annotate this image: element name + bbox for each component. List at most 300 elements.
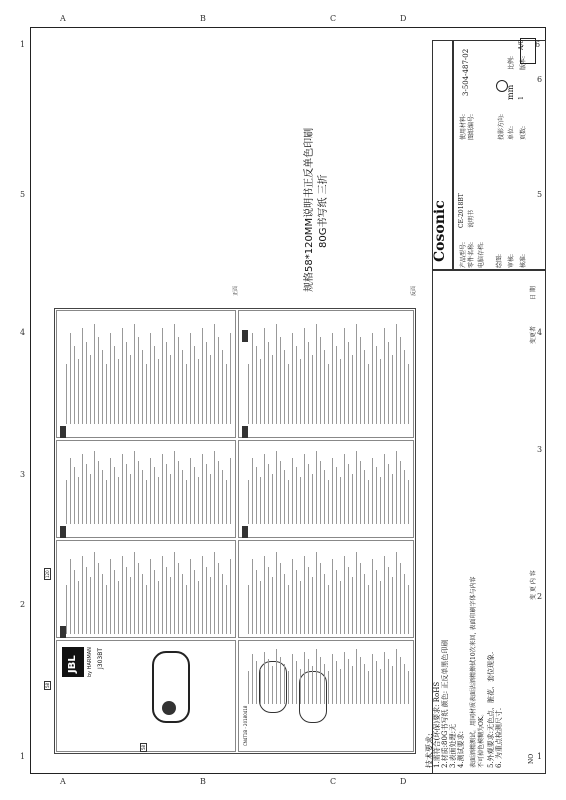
text-line <box>316 324 317 424</box>
text-line <box>332 333 333 424</box>
text-line <box>90 577 91 634</box>
text-line <box>222 470 223 524</box>
unit-label: 单位: <box>508 125 515 140</box>
text-line <box>230 559 231 634</box>
rev-person-header: 变更者 <box>530 325 537 344</box>
text-line <box>360 461 361 524</box>
zone-number-2-right: 2 <box>537 592 543 601</box>
text-line <box>150 458 151 524</box>
text-line <box>292 654 293 704</box>
text-line <box>94 552 95 634</box>
text-line <box>210 474 211 524</box>
section-header-bar <box>60 526 66 538</box>
zone-number-3-right: 3 <box>537 445 543 454</box>
text-line <box>388 659 389 704</box>
text-line <box>78 581 79 634</box>
text-line <box>86 342 87 425</box>
text-line <box>248 585 249 635</box>
text-line <box>252 458 253 524</box>
text-line <box>98 461 99 524</box>
model-name: J303BT <box>97 647 104 669</box>
drawing-no: 3-504-487-02 <box>462 48 470 96</box>
zone-number-6: 6 <box>535 40 541 49</box>
text-line <box>324 350 325 424</box>
text-line <box>130 474 131 524</box>
text-line <box>400 563 401 634</box>
text-line <box>364 350 365 424</box>
text-line <box>206 567 207 635</box>
text-line <box>82 454 83 524</box>
text-line <box>388 464 389 524</box>
text-line <box>178 337 179 424</box>
text-line <box>218 563 219 634</box>
text-line <box>90 355 91 424</box>
text-line <box>352 666 353 704</box>
requirement-4a: 表面酒精测试。用同材质表面沾酒精擦拭10次来回, 表面印刷字体与内容 <box>470 576 477 768</box>
text-line <box>344 652 345 704</box>
text-line <box>392 666 393 704</box>
text-line <box>384 454 385 524</box>
section-header-bar <box>60 426 66 438</box>
spec-line-2: 80G书写纸 三折 <box>318 174 329 248</box>
dimension-tag: 58 <box>45 682 50 688</box>
text-line <box>340 669 341 704</box>
title-block-row <box>452 40 454 270</box>
text-line <box>78 477 79 524</box>
text-line <box>340 581 341 634</box>
text-line <box>284 574 285 634</box>
text-line <box>320 563 321 634</box>
text-line <box>292 559 293 634</box>
zone-letter-c: C <box>330 14 337 23</box>
text-line <box>118 477 119 524</box>
text-line <box>404 470 405 524</box>
text-line <box>70 559 71 634</box>
cover-code: CN4T1B - 20180418 <box>243 705 248 746</box>
text-line <box>372 559 373 634</box>
requirement-4b: 不可掉色模糊为OK。 <box>478 710 485 768</box>
drawing-no-label: 图纸编号: <box>468 113 475 140</box>
text-line <box>154 467 155 524</box>
text-line <box>340 477 341 524</box>
section-header-bar <box>242 330 248 342</box>
text-line <box>74 467 75 524</box>
text-line <box>380 477 381 524</box>
text-line <box>304 652 305 704</box>
text-line <box>162 556 163 634</box>
text-line <box>178 461 179 524</box>
text-line <box>218 337 219 424</box>
text-line <box>130 355 131 424</box>
text-line <box>210 577 211 634</box>
text-line <box>328 480 329 524</box>
text-line <box>268 342 269 425</box>
text-line <box>166 342 167 425</box>
text-line <box>142 350 143 424</box>
text-line <box>102 470 103 524</box>
text-line <box>214 451 215 524</box>
text-line <box>162 328 163 424</box>
text-line <box>256 346 257 424</box>
text-line <box>268 567 269 635</box>
material-label: 使用材料: <box>460 113 467 140</box>
text-line <box>308 464 309 524</box>
text-line <box>336 570 337 634</box>
text-line <box>304 454 305 524</box>
text-line <box>288 671 289 704</box>
text-line <box>376 467 377 524</box>
text-line <box>248 671 249 704</box>
text-line <box>214 324 215 424</box>
text-line <box>292 458 293 524</box>
text-line <box>348 659 349 704</box>
text-line <box>264 556 265 634</box>
requirement-3: 3.表面处理:无 <box>449 723 457 768</box>
pages: 1 <box>518 96 525 100</box>
text-line <box>252 559 253 634</box>
text-line <box>356 649 357 704</box>
text-line <box>356 451 357 524</box>
text-line <box>316 552 317 634</box>
text-line <box>304 556 305 634</box>
text-line <box>260 477 261 524</box>
zone-letter-b: B <box>200 14 206 23</box>
text-line <box>372 654 373 704</box>
text-line <box>296 661 297 704</box>
tolerance-symbol-icon <box>520 38 536 64</box>
zone-number-2: 2 <box>20 600 26 609</box>
text-line <box>276 324 277 424</box>
text-line <box>332 654 333 704</box>
text-line <box>332 559 333 634</box>
text-line <box>332 458 333 524</box>
text-line <box>368 480 369 524</box>
text-line <box>102 350 103 424</box>
zone-number-4: 4 <box>20 328 26 337</box>
harman-text: by HARMAN <box>87 647 93 677</box>
dimension-tag: 58 <box>141 744 146 750</box>
text-line <box>174 552 175 634</box>
text-line <box>408 364 409 425</box>
text-line <box>380 581 381 634</box>
text-line <box>66 480 67 524</box>
text-line <box>384 556 385 634</box>
text-line <box>408 480 409 524</box>
dimension-tag: 120 <box>45 570 50 578</box>
text-line <box>300 669 301 704</box>
text-line <box>300 477 301 524</box>
text-line <box>222 574 223 634</box>
requirement-4: 4.测试要求: <box>457 730 465 768</box>
text-line <box>328 671 329 704</box>
text-line <box>150 333 151 424</box>
text-line <box>324 664 325 704</box>
text-line <box>154 570 155 634</box>
approve-label: 核准: <box>520 253 527 268</box>
zone-number-6-right: 6 <box>537 75 543 84</box>
text-line <box>202 454 203 524</box>
text-line <box>380 669 381 704</box>
text-line <box>248 364 249 425</box>
text-line <box>138 461 139 524</box>
text-line <box>272 577 273 634</box>
text-line <box>360 337 361 424</box>
text-line <box>408 585 409 635</box>
text-line <box>86 464 87 524</box>
version-label: 版本: <box>520 55 527 70</box>
text-line <box>376 346 377 424</box>
zone-number-4-right: 4 <box>537 328 543 337</box>
text-line <box>276 451 277 524</box>
text-line <box>360 563 361 634</box>
text-line <box>404 574 405 634</box>
text-line <box>252 333 253 424</box>
zone-letter-d-bottom: D <box>400 777 407 786</box>
text-line <box>110 333 111 424</box>
revision-table <box>432 270 546 774</box>
requirement-6: 6. 为重点检测尺寸. <box>495 707 503 768</box>
text-line <box>324 470 325 524</box>
text-line <box>284 664 285 704</box>
text-line <box>114 467 115 524</box>
title-block <box>432 40 546 270</box>
text-line <box>178 563 179 634</box>
text-line <box>344 328 345 424</box>
part-no: CE-2018BT <box>458 193 465 228</box>
text-line <box>328 585 329 635</box>
text-line <box>272 666 273 704</box>
zone-letter-b-bottom: B <box>200 777 206 786</box>
text-line <box>110 559 111 634</box>
section-header-bar <box>242 526 248 538</box>
front-label: 正面 <box>233 285 239 296</box>
text-line <box>138 563 139 634</box>
zone-number-5-right: 5 <box>537 190 543 199</box>
text-line <box>142 574 143 634</box>
zone-letter-c-bottom: C <box>330 777 337 786</box>
text-line <box>344 454 345 524</box>
text-line <box>190 559 191 634</box>
text-line <box>276 649 277 704</box>
text-line <box>372 333 373 424</box>
text-line <box>202 556 203 634</box>
text-line <box>170 577 171 634</box>
text-line <box>186 585 187 635</box>
text-line <box>210 355 211 424</box>
text-line <box>288 480 289 524</box>
text-line <box>400 461 401 524</box>
text-line <box>260 359 261 424</box>
text-line <box>312 474 313 524</box>
text-line <box>344 556 345 634</box>
file-label: 电脑存档: <box>478 241 485 268</box>
text-line <box>268 464 269 524</box>
requirement-2: 2.材质:80G书写纸 颜色: 正反单黑色印刷 <box>441 639 449 768</box>
text-line <box>308 567 309 635</box>
text-line <box>324 574 325 634</box>
text-line <box>296 467 297 524</box>
text-line <box>292 333 293 424</box>
text-line <box>396 552 397 634</box>
text-line <box>368 671 369 704</box>
requirements-title: 技术要求: <box>425 733 434 768</box>
text-line <box>408 671 409 704</box>
text-line <box>70 333 71 424</box>
text-line <box>98 337 99 424</box>
text-line <box>284 470 285 524</box>
draw-label: 绘图: <box>496 253 503 268</box>
zone-letter-a: A <box>60 14 66 23</box>
rev-date-header: 日 期 <box>530 286 537 300</box>
text-line <box>296 570 297 634</box>
text-line <box>288 585 289 635</box>
text-line <box>300 359 301 424</box>
projection-label: 投影方向: <box>498 113 505 140</box>
text-line <box>134 324 135 424</box>
text-line <box>174 451 175 524</box>
text-line <box>336 661 337 704</box>
zone-letter-d: D <box>400 14 407 23</box>
text-line <box>222 350 223 424</box>
text-line <box>182 350 183 424</box>
text-line <box>226 364 227 425</box>
text-line <box>194 467 195 524</box>
text-line <box>316 649 317 704</box>
text-line <box>392 474 393 524</box>
text-line <box>304 328 305 424</box>
text-line <box>280 461 281 524</box>
text-line <box>356 552 357 634</box>
text-line <box>372 458 373 524</box>
brand-name: Cosonic <box>432 200 448 262</box>
text-line <box>352 474 353 524</box>
text-line <box>308 342 309 425</box>
text-line <box>114 570 115 634</box>
text-line <box>376 570 377 634</box>
text-line <box>218 461 219 524</box>
text-line <box>336 346 337 424</box>
text-line <box>380 359 381 424</box>
text-line <box>260 581 261 634</box>
zone-number-3: 3 <box>20 470 26 479</box>
text-line <box>400 337 401 424</box>
text-line <box>264 328 265 424</box>
text-line <box>158 477 159 524</box>
text-line <box>182 574 183 634</box>
text-line <box>118 359 119 424</box>
text-line <box>98 563 99 634</box>
text-line <box>308 659 309 704</box>
text-line <box>134 552 135 634</box>
text-line <box>206 464 207 524</box>
text-line <box>106 480 107 524</box>
text-line <box>320 461 321 524</box>
text-line <box>312 355 313 424</box>
rev-content-header: 变 更 内 容 <box>530 570 537 600</box>
text-line <box>360 657 361 704</box>
back-label: 反面 <box>411 285 417 296</box>
text-line <box>288 364 289 425</box>
text-line <box>312 666 313 704</box>
text-line <box>320 337 321 424</box>
text-line <box>392 577 393 634</box>
text-line <box>352 355 353 424</box>
text-line <box>280 657 281 704</box>
text-line <box>114 346 115 424</box>
text-line <box>230 458 231 524</box>
text-line <box>78 359 79 424</box>
text-line <box>70 458 71 524</box>
zone-letter-a-bottom: A <box>60 777 66 786</box>
text-line <box>130 577 131 634</box>
text-line <box>348 567 349 635</box>
text-line <box>368 585 369 635</box>
text-line <box>264 652 265 704</box>
text-line <box>122 556 123 634</box>
requirement-1: 1.需符合(环保)要求: RoHS <box>433 681 441 768</box>
text-line <box>348 464 349 524</box>
text-line <box>182 470 183 524</box>
text-line <box>214 552 215 634</box>
text-line <box>170 474 171 524</box>
text-line <box>138 337 139 424</box>
text-line <box>320 657 321 704</box>
text-line <box>364 664 365 704</box>
text-line <box>146 364 147 425</box>
text-line <box>194 570 195 634</box>
text-line <box>230 333 231 424</box>
text-line <box>280 563 281 634</box>
text-line <box>376 661 377 704</box>
text-line <box>364 470 365 524</box>
text-line <box>272 355 273 424</box>
part-no-label: 产品型号: <box>460 241 467 268</box>
text-line <box>312 577 313 634</box>
text-line <box>110 458 111 524</box>
part-name-label: 零件名称: <box>468 241 475 268</box>
text-line <box>284 350 285 424</box>
text-line <box>226 585 227 635</box>
text-line <box>400 657 401 704</box>
text-line <box>166 464 167 524</box>
check-label: 审核: <box>508 253 515 268</box>
text-line <box>384 328 385 424</box>
rev-no-header: NO <box>528 753 535 764</box>
text-line <box>316 451 317 524</box>
requirement-5: 5.外观要求:无色点、脏花、套位现象. <box>487 651 495 768</box>
text-line <box>66 585 67 635</box>
text-line <box>198 581 199 634</box>
text-line <box>328 364 329 425</box>
unit: mm <box>506 84 515 100</box>
text-line <box>404 664 405 704</box>
text-line <box>272 474 273 524</box>
zone-number-5: 5 <box>20 190 26 199</box>
cover-panel <box>56 640 236 752</box>
text-line <box>252 654 253 704</box>
text-line <box>126 567 127 635</box>
text-line <box>256 661 257 704</box>
zone-number-1: 1 <box>20 752 26 761</box>
text-line <box>388 342 389 425</box>
text-line <box>260 669 261 704</box>
text-line <box>264 454 265 524</box>
text-line <box>368 364 369 425</box>
text-line <box>248 480 249 524</box>
text-line <box>280 337 281 424</box>
text-line <box>170 355 171 424</box>
pages-label: 页数: <box>520 125 527 140</box>
